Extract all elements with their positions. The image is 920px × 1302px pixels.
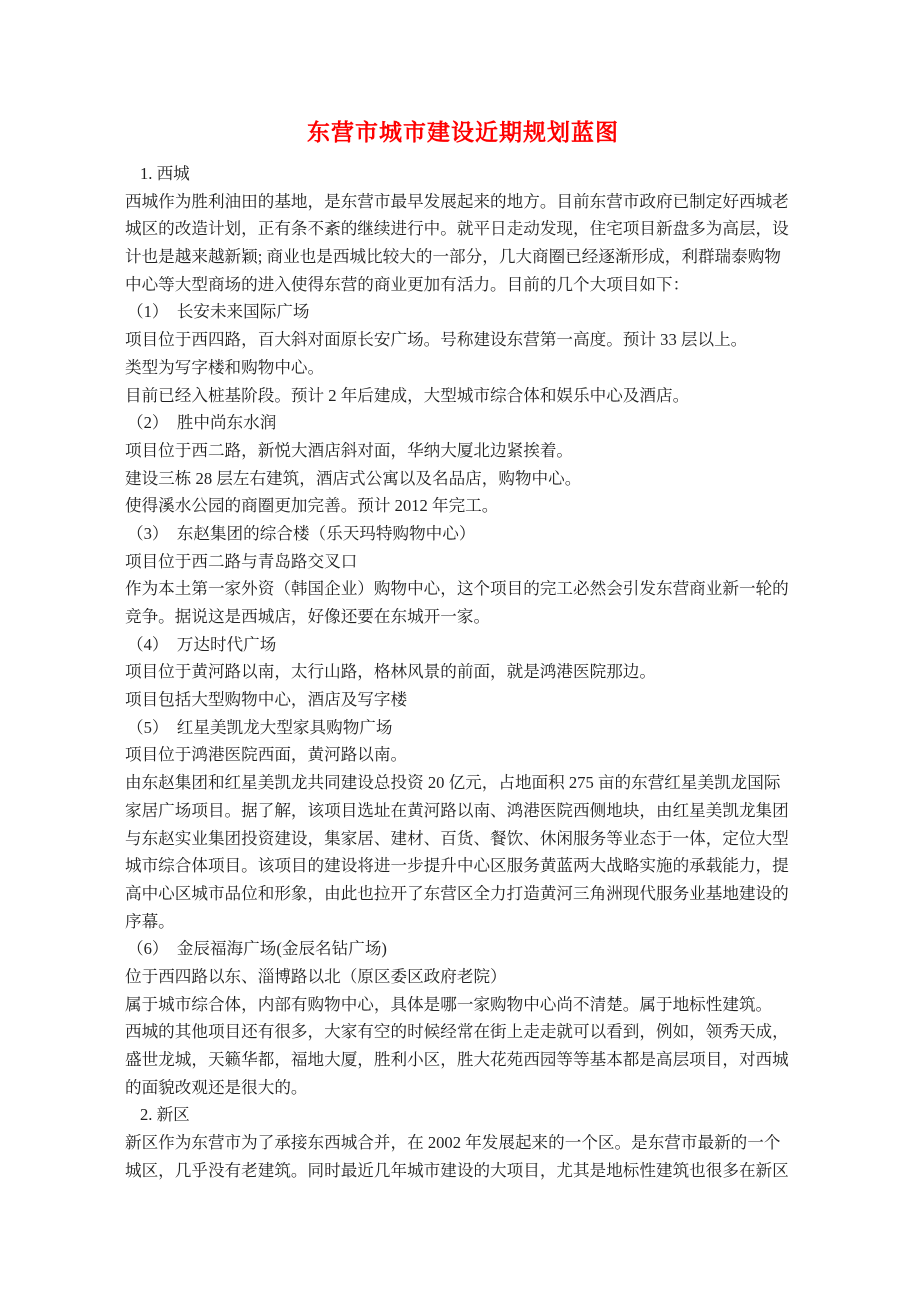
- text-line: 城区，几乎没有老建筑。同时最近几年城市建设的大项目，尤其是地标性建筑也很多在新区: [125, 1160, 789, 1180]
- text-line: 属于城市综合体，内部有购物中心，具体是哪一家购物中心尚不清楚。属于地标性建筑。: [125, 994, 773, 1014]
- text-line: 西城作为胜利油田的基地，是东营市最早发展起来的地方。目前东营市政府已制定好西城老: [125, 191, 789, 211]
- text-line: 项目位于西四路，百大斜对面原长安广场。号称建设东营第一高度。预计 33 层以上。: [125, 330, 748, 350]
- text-line: 作为本土第一家外资（韩国企业）购物中心，这个项目的完工必然会引发东营商业新一轮的: [125, 579, 789, 599]
- text-line: 新区作为东营市为了承接东西城合并，在 2002 年发展起来的一个区。是东营市最新的一个: [125, 1133, 781, 1153]
- text-line: 项目位于西二路，新悦大酒店斜对面，华纳大厦北边紧挨着。: [125, 440, 574, 460]
- list-item-heading: （2） 胜中尚东水润: [127, 413, 277, 433]
- text-line: 竞争。据说这是西城店，好像还要在东城开一家。: [125, 607, 491, 626]
- list-item-heading: （5） 红星美凯龙大型家具购物广场: [127, 717, 393, 737]
- section-heading: 2. 新区: [140, 1105, 190, 1125]
- text-line: 的面貌改观还是很大的。: [125, 1077, 308, 1097]
- text-line: 盛世龙城，天籁华都，福地大厦，胜利小区，胜大花苑西园等等基本都是高层项目，对西城: [125, 1050, 789, 1069]
- text-line: 目前已经入桩基阶段。预计 2 年后建成，大型城市综合体和娱乐中心及酒店。: [125, 385, 690, 405]
- text-line: 西城的其他项目还有很多，大家有空的时候经常在街上走走就可以看到，例如，领秀天成，: [125, 1022, 789, 1042]
- text-line: 高中心区城市品位和形象，由此也拉开了东营区全力打造黄河三角洲现代服务业基地建设的: [125, 883, 789, 903]
- text-line: 序幕。: [125, 911, 175, 931]
- document-content: [125, 116, 801, 1184]
- list-item-heading: （3） 东赵集团的综合楼（乐天玛特购物中心）: [127, 523, 476, 543]
- text-line: 建设三栋 28 层左右建筑，酒店式公寓以及名品店，购物中心。: [125, 468, 582, 488]
- text-line: 计也是越来越新颖; 商业也是西城比较大的一部分，几大商圈已经逐渐形成，利群瑞泰购物: [125, 247, 781, 267]
- document-body: [125, 160, 801, 1184]
- text-line: 项目包括大型购物中心，酒店及写字楼: [125, 690, 408, 710]
- text-line: 类型为写字楼和购物中心。: [125, 357, 325, 377]
- text-line: 与东赵实业集团投资建设，集家居、建材、百货、餐饮、休闲服务等业态于一体，定位大型: [125, 828, 789, 848]
- text-line: 项目位于黄河路以南，太行山路，格林风景的前面，就是鸿港医院那边。: [125, 662, 656, 682]
- list-item-heading: （1） 长安未来国际广场: [127, 302, 310, 322]
- text-line: 使得溪水公园的商圈更加完善。预计 2012 年完工。: [125, 496, 499, 516]
- text-line: 项目位于鸿港医院西面，黄河路以南。: [125, 745, 408, 765]
- text-line: 由东赵集团和红星美凯龙共同建设总投资 20 亿元，占地面积 275 亩的东营红星美凯龙国际: [125, 773, 781, 793]
- list-item-heading: （6） 金辰福海广场(金辰名钻广场): [127, 939, 387, 959]
- text-line: 中心等大型商场的进入使得东营的商业更加有活力。目前的几个大项目如下：: [125, 274, 690, 294]
- document-title: 东营市城市建设近期规划蓝图: [307, 120, 619, 145]
- text-line: 项目位于西二路与青岛路交叉口: [125, 551, 358, 571]
- text-line: 位于西四路以东、淄博路以北（原区委区政府老院）: [125, 966, 507, 986]
- list-item-heading: （4） 万达时代广场: [127, 634, 277, 654]
- text-line: 城区的改造计划，正有条不紊的继续进行中。就平日走动发现，住宅项目新盘多为高层，设: [125, 219, 789, 239]
- text-line: 城市综合体项目。该项目的建设将进一步提升中心区服务黄蓝两大战略实施的承载能力，提: [125, 856, 789, 876]
- section-heading: 1. 西城: [140, 164, 190, 183]
- text-line: 家居广场项目。据了解，该项目选址在黄河路以南、鸿港医院西侧地块，由红星美凯龙集团: [125, 800, 789, 820]
